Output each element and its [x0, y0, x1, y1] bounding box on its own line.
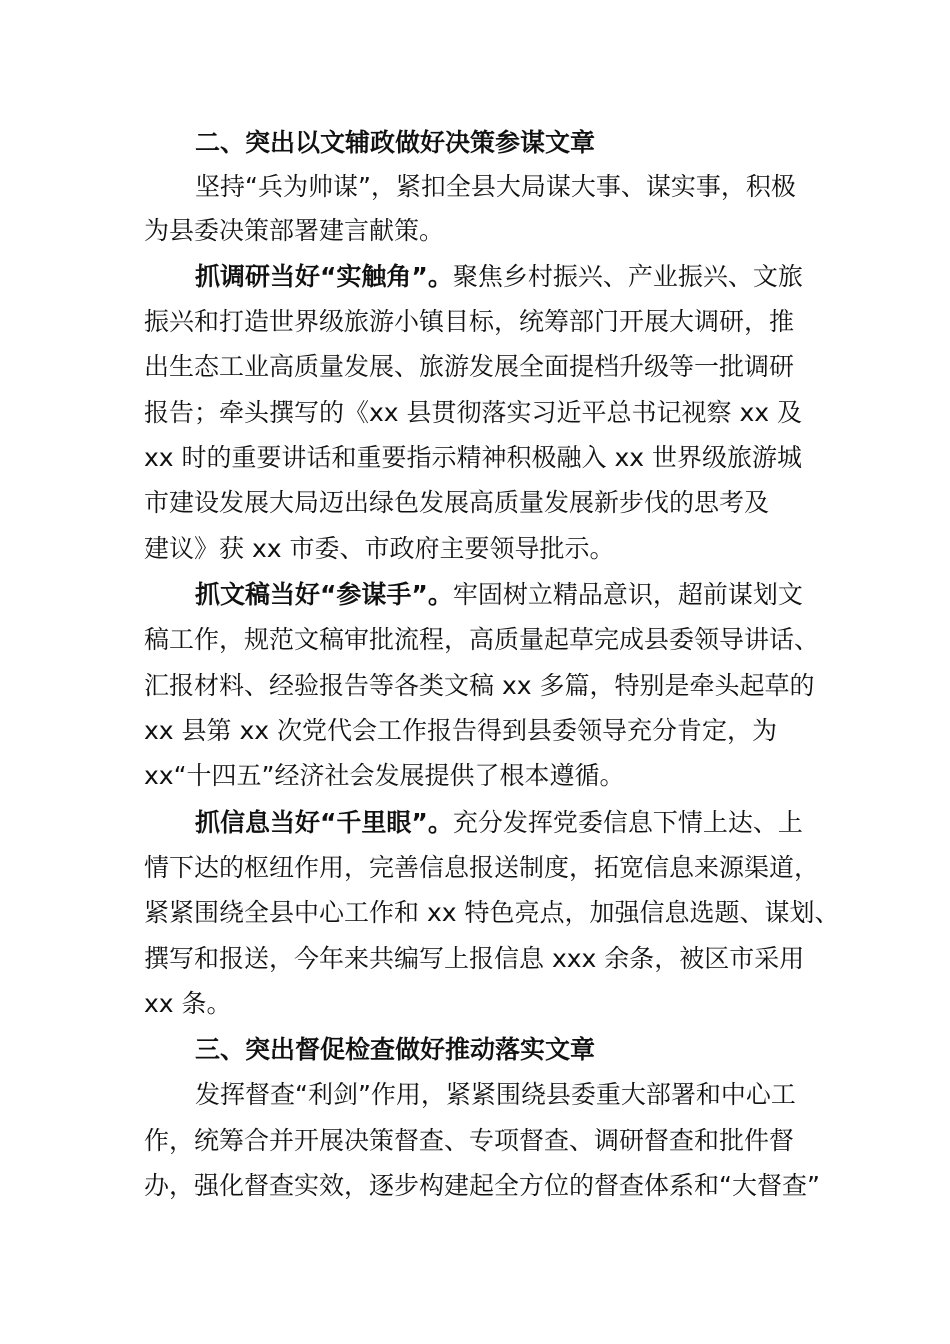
line-text: 充分发挥党委信息下情上达、上 — [452, 808, 803, 837]
paragraph-line — [144, 307, 794, 337]
line-text: 为县委决策部署建言献策。 — [144, 216, 445, 245]
paragraph-line — [195, 262, 803, 292]
line-text: 市建设发展大局迈出绿色发展高质量发展新步伐的思考及 — [144, 488, 770, 517]
line-text: 振兴和打造世界级旅游小镇目标，统筹部门开展大调研，推 — [144, 307, 795, 336]
line-text: xx 县第 xx 次党代会工作报告得到县委领导充分肯定，为 — [144, 716, 778, 745]
paragraph-line — [144, 1171, 820, 1201]
line-text: 聚焦乡村振兴、产业振兴、文旅 — [452, 262, 803, 291]
paragraph-line — [144, 1126, 794, 1156]
paragraph-line — [144, 716, 777, 746]
paragraph-line — [144, 488, 769, 518]
line-text: 撰写和报送，今年来共编写上报信息 xxx 余条，被区市采用 — [144, 944, 805, 973]
paragraph-line — [195, 580, 803, 610]
line-text: xx 时的重要讲话和重要指示精神积极融入 xx 世界级旅游城 — [144, 443, 803, 472]
paragraph-line — [144, 352, 794, 382]
line-text: 稿工作，规范文稿审批流程，高质量起草完成县委领导讲话、 — [144, 625, 820, 654]
paragraph-line — [144, 443, 802, 473]
paragraph-line — [144, 398, 802, 428]
line-text: 办，强化督查实效，逐步构建起全方位的督查体系和“大督查” — [144, 1171, 820, 1200]
paragraph-line — [144, 671, 815, 701]
heading-text: 三、突出督促检查做好推动落实文章 — [195, 1035, 596, 1064]
line-text: 出生态工业高质量发展、旅游发展全面提档升级等一批调研 — [144, 352, 795, 381]
paragraph-line — [144, 898, 840, 928]
heading-text: 二、突出以文辅政做好决策参谋文章 — [195, 128, 596, 157]
paragraph-line — [195, 172, 796, 202]
line-text: 情下达的枢纽作用，完善信息报送制度，拓宽信息来源渠道， — [144, 853, 820, 882]
paragraph-line — [144, 625, 819, 655]
subheading-text: 抓信息当好“千里眼”。 — [195, 808, 453, 837]
paragraph-line — [144, 944, 804, 974]
line-text: xx“十四五”经济社会发展提供了根本遵循。 — [144, 761, 625, 790]
subheading-text: 抓调研当好“实触角”。 — [195, 262, 453, 291]
line-text: 发挥督查“利剑”作用，紧紧围绕县委重大部署和中心工 — [195, 1080, 796, 1109]
line-text: 紧紧围绕全县中心工作和 xx 特色亮点，加强信息选题、谋划、 — [144, 898, 840, 927]
line-text: 坚持“兵为帅谋”，紧扣全县大局谋大事、谋实事，积极 — [195, 172, 796, 201]
paragraph-line — [195, 808, 803, 838]
paragraph-line — [144, 853, 819, 883]
paragraph-line — [144, 534, 615, 564]
line-text: 牢固树立精品意识，超前谋划文 — [452, 580, 803, 609]
paragraph-line — [144, 989, 232, 1019]
line-text: 汇报材料、经验报告等各类文稿 xx 多篇，特别是牵头起草的 — [144, 671, 815, 700]
section-heading-3 — [195, 1035, 595, 1065]
paragraph-line — [144, 216, 444, 246]
paragraph-line — [195, 1080, 796, 1110]
line-text: 作，统筹合并开展决策督查、专项督查、调研督查和批件督 — [144, 1126, 795, 1155]
paragraph-line — [144, 761, 625, 791]
line-text: xx 条。 — [144, 989, 232, 1018]
subheading-text: 抓文稿当好“参谋手”。 — [195, 580, 453, 609]
line-text: 建议》获 xx 市委、市政府主要领导批示。 — [144, 534, 615, 563]
section-heading-2 — [195, 128, 595, 158]
line-text: 报告；牵头撰写的《xx 县贯彻落实习近平总书记视察 xx 及 — [144, 398, 803, 427]
